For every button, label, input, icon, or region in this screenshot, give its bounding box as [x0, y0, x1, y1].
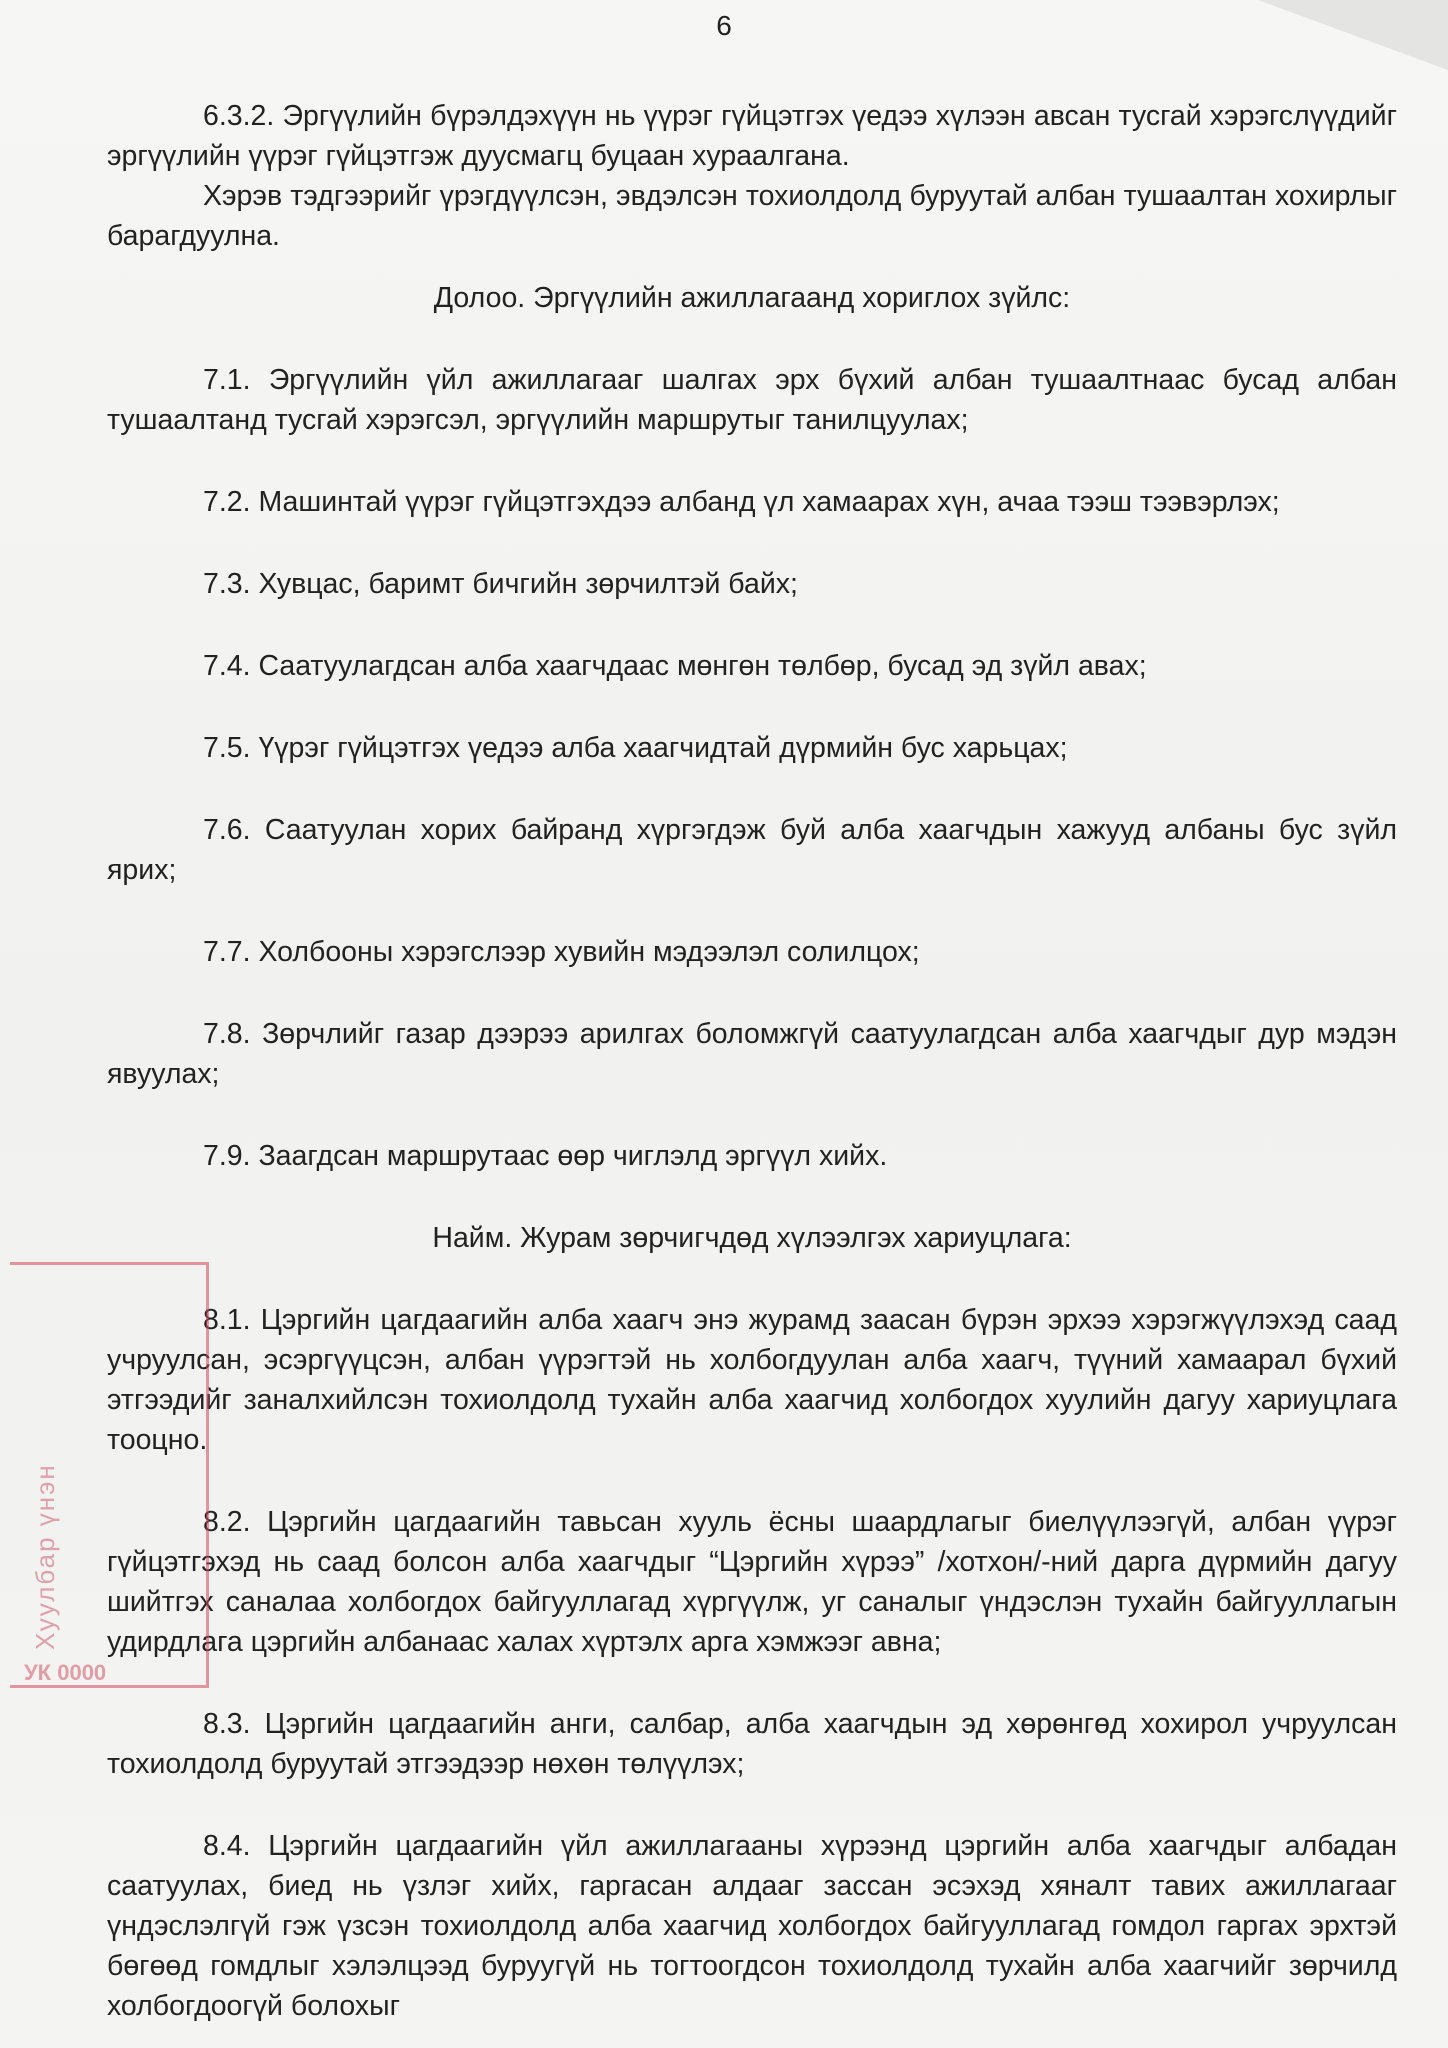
paragraph-8-2: 8.2. Цэргийн цагдаагийн тавьсан хууль ёсны шаардлагыг биелүүлээгүй, албан үүрэг гүйцэтгэхэд нь саад болсон алба хаагчдыг “Цэргийн хүрээ” /хотхон/-ний дарга дүрмийн дагуу шийтгэх саналаа холбогдох байгууллагад хүргүүлж, уг саналыг үндэслэн тухайн байгууллагын удирдлага цэргийн албанаас халах хүртэлх арга хэмжээг авна; — [107, 1506, 1397, 1658]
page-number: 6 — [716, 10, 732, 41]
paragraph-8-1: 8.1. Цэргийн цагдаагийн алба хаагч энэ журамд заасан бүрэн эрхээ хэрэгжүүлэхэд саад учруулсан, эсэргүүцсэн, албан үүрэгтэй нь холбогдуулан алба хаагч, түүний хамаарал бүхий этгээдийг заналхийлсэн тохиолдолд тухайн алба хаагчид холбогдох хуулийн дагуу хариуцлага тооцно. — [107, 1304, 1397, 1456]
section-heading-eight: Найм. Журам зөрчигчдөд хүлээлгэх хариуцлага: — [432, 1222, 1072, 1254]
paragraph-8-3: 8.3. Цэргийн цагдаагийн анги, салбар, алба хаагчдын эд хөрөнгөд хохирол учруулсан тохиолдолд буруутай этгээдээр нөхөн төлүүлэх; — [107, 1708, 1397, 1780]
paragraph-7-6: 7.6. Саатуулан хорих байранд хүргэгдэж буй алба хаагчдын хажууд албаны бус зүйл ярих; — [107, 814, 1397, 886]
paragraph-6-3-2-cont: Хэрэв тэдгээрийг үрэгдүүлсэн, эвдэлсэн тохиолдолд буруутай албан тушаалтан хохирлыг барагдуулна. — [107, 180, 1397, 252]
stamp-id: УК 0000 — [24, 1660, 107, 1685]
stamp-side-text: Хуулбар үнэн — [30, 1463, 60, 1650]
paragraph-7-1: 7.1. Эргүүлийн үйл ажиллагааг шалгах эрх бүхий албан тушаалтнаас бусад албан тушаалтанд тусгай хэрэгсэл, эргүүлийн маршрутыг танилцуулах; — [107, 364, 1397, 436]
paragraph-6-3-2: 6.3.2. Эргүүлийн бүрэлдэхүүн нь үүрэг гүйцэтгэх үедээ хүлээн авсан тусгай хэрэгслүүдийг эргүүлийн үүрэг гүйцэтгэж дуусмагц буцаан хураалгана. — [107, 100, 1397, 172]
paragraph-7-5: 7.5. Үүрэг гүйцэтгэх үедээ алба хаагчидтай дүрмийн бус харьцах; — [203, 732, 1068, 764]
section-heading-seven: Долоо. Эргүүлийн ажиллагаанд хориглох зүйлс: — [433, 282, 1071, 314]
document-body — [107, 96, 1397, 2026]
paragraph-7-9: 7.9. Заагдсан маршрутаас өөр чиглэлд эргүүл хийх. — [203, 1140, 888, 1172]
paragraph-7-4: 7.4. Саатуулагдсан алба хаагчдаас мөнгөн төлбөр, бусад эд зүйл авах; — [203, 650, 1147, 682]
paragraph-7-7: 7.7. Холбооны хэрэгслээр хувийн мэдээлэл солилцох; — [203, 936, 920, 968]
paragraph-7-8: 7.8. Зөрчлийг газар дээрээ арилгах боломжгүй саатуулагдсан алба хаагчдыг дур мэдэн явуулах; — [107, 1018, 1397, 1090]
paragraph-8-4: 8.4. Цэргийн цагдаагийн үйл ажиллагааны хүрээнд цэргийн алба хаагчдыг албадан саатуулах, биед нь үзлэг хийх, гаргасан алдааг зассан эсэхэд хяналт тавих ажиллагааг үндэслэлгүй гэж үзсэн тохиолдолд алба хаагчид холбогдох байгууллагад гомдол гаргах эрхтэй бөгөөд гомдлыг хэлэлцээд буруугүй нь тогтоогдсон тохиолдолд тухайн алба хаагчийг зөрчилд холбогдоогүй болохыг — [107, 1830, 1397, 2022]
paragraph-7-3: 7.3. Хувцас, баримт бичгийн зөрчилтэй байх; — [203, 568, 798, 600]
paragraph-7-2: 7.2. Машинтай үүрэг гүйцэтгэхдээ албанд үл хамаарах хүн, ачаа тээш тээвэрлэх; — [203, 486, 1280, 518]
